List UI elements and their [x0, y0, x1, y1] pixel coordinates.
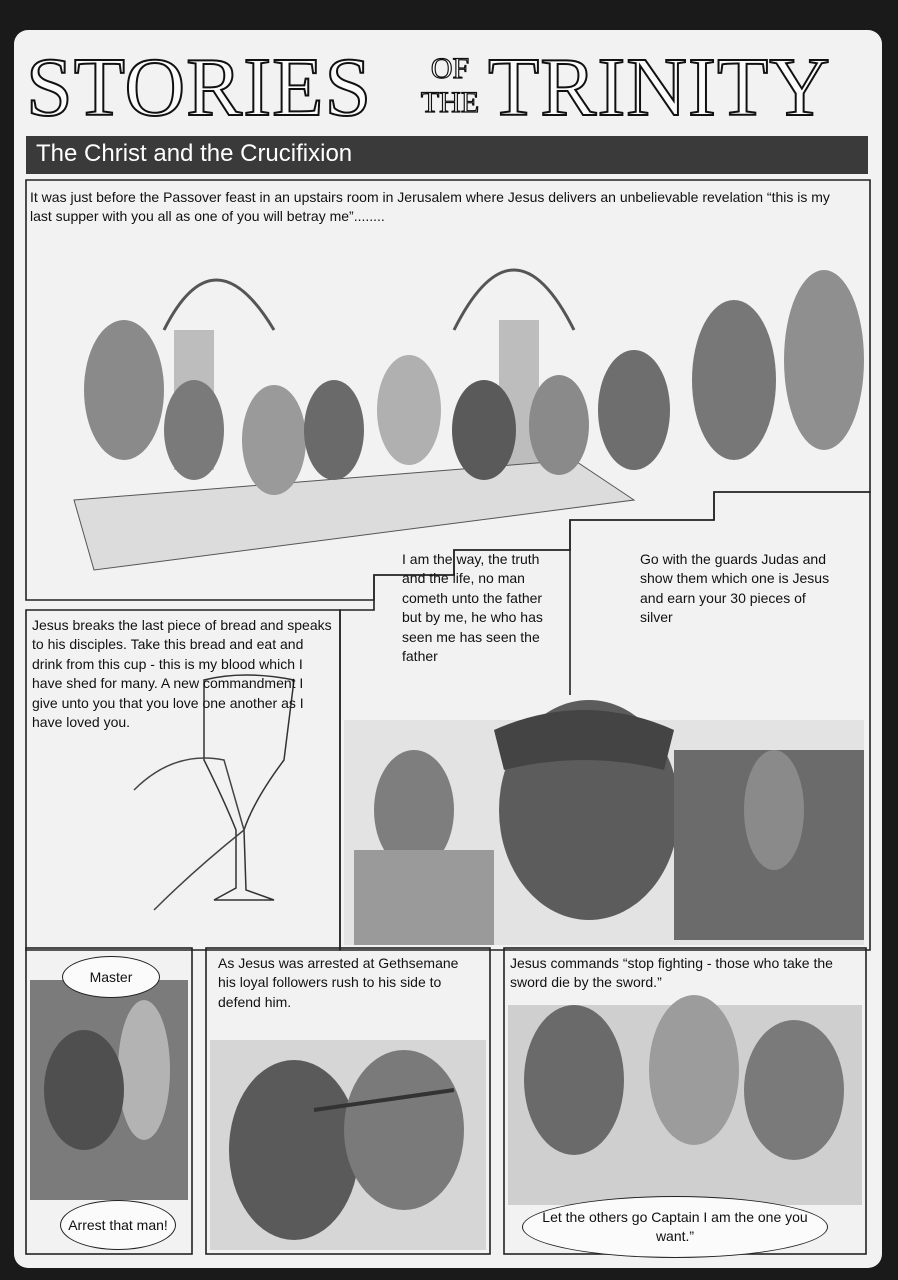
bread-caption: Jesus breaks the last piece of bread and speaks to his disciples. Take this bread and eat and drink from this cup - this is my blood which I have shed for many. A new commandment I give unto you that you love one another as I have loved you. [32, 617, 332, 731]
subtitle-text: The Christ and the Crucifixion [36, 140, 353, 167]
last-supper-panel [26, 180, 870, 600]
title-of: OF [430, 52, 470, 85]
gethsemane-caption: As Jesus was arrested at Gethsemane his loyal followers rush to his side to defend him. [218, 955, 459, 1010]
arrest-bubble: Arrest that man! [60, 1200, 176, 1250]
title-the: THE [420, 86, 480, 119]
title-stories: STORIES [26, 41, 373, 134]
captain-bubble: Let the others go Captain I am the one you want.” [522, 1196, 828, 1258]
master-bubble: Master [62, 956, 160, 998]
intro-caption: It was just before the Passover feast in an upstairs room in Jerusalem where Jesus delivers an unbelievable revelation “this is my last supper with you all as one of you will betray me”........ [30, 189, 830, 224]
way-caption: I am the way, the truth and the life, no man cometh unto the father but by me, he who has seen me has seen the father [402, 551, 543, 665]
title-trinity: TRINITY [488, 41, 831, 134]
sword-caption: Jesus commands “stop fighting - those who take the sword die by the sword.” [510, 955, 833, 991]
judas-caption: Go with the guards Judas and show them which one is Jesus and earn your 30 pieces of silver [640, 551, 830, 626]
comic-page [14, 30, 882, 1268]
